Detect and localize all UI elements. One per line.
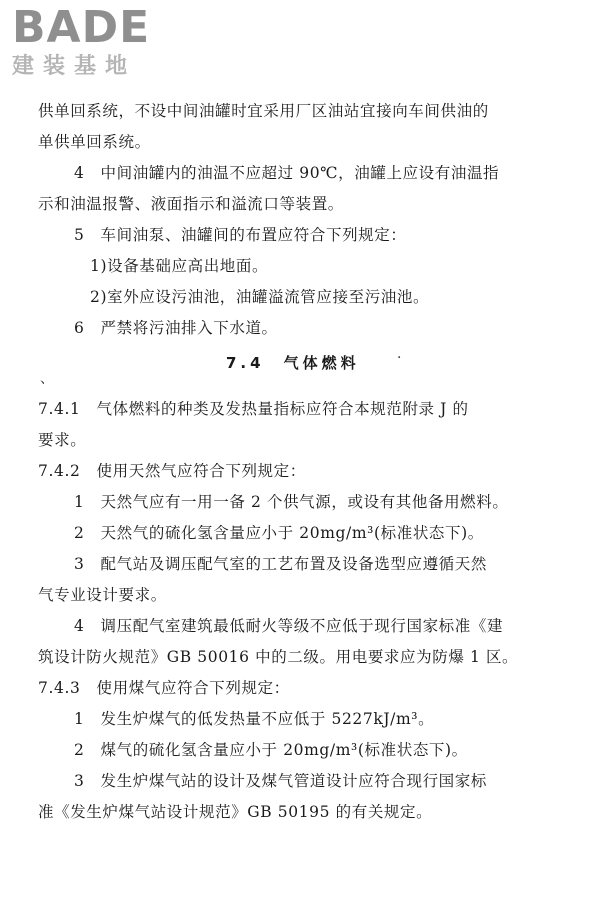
bade-logo — [12, 2, 182, 90]
clause-item: 4 中间油罐内的油温不应超过 90℃，油罐上应设有油温指 — [74, 164, 500, 182]
clause-item: 3 配气站及调压配气室的工艺布置及设备选型应遵循天然 — [74, 555, 487, 573]
stray-mark: · — [397, 350, 402, 366]
clause-heading: 7.4.2 使用天然气应符合下列规定： — [38, 462, 306, 480]
clause-item: 4 调压配气室建筑最低耐火等级不应低于现行国家标准《建 — [74, 617, 504, 635]
clause-item: 1 天然气应有一用一备 2 个供气源，或设有其他备用燃料。 — [74, 493, 509, 511]
clause-item: 3 发生炉煤气站的设计及煤气管道设计应符合现行国家标 — [74, 772, 487, 790]
clause-item: 1 发生炉煤气的低发热量不应低于 5227kJ/m³。 — [74, 710, 435, 728]
text-line: 筑设计防火规范》GB 50016 中的二级。用电要求应为防爆 1 区。 — [38, 648, 519, 666]
section-heading: 7.4 气体燃料 — [226, 354, 360, 372]
clause-item: 6 严禁将污油排入下水道。 — [74, 319, 278, 337]
stray-mark: 、 — [40, 371, 54, 387]
clause-heading: 7.4.1 气体燃料的种类及发热量指标应符合本规范附录 J 的 — [38, 400, 469, 418]
clause-item: 5 车间油泵、油罐间的布置应符合下列规定： — [74, 226, 407, 244]
text-line: 气专业设计要求。 — [38, 586, 167, 604]
text-line: 供单回系统，不设中间油罐时宜采用厂区油站宜接向车间供油的 — [38, 102, 489, 120]
text-line: 单供单回系统。 — [38, 133, 151, 151]
clause-item: 2 天然气的硫化氢含量应小于 20mg/m³(标准状态下)。 — [74, 524, 484, 542]
clause-item: 2 煤气的硫化氢含量应小于 20mg/m³(标准状态下)。 — [74, 741, 468, 759]
sub-item: 1)设备基础应高出地面。 — [90, 257, 269, 275]
clause-heading: 7.4.3 使用煤气应符合下列规定： — [38, 679, 290, 697]
logo-brand-text: BADE — [12, 2, 151, 53]
text-line: 准《发生炉煤气站设计规范》GB 50195 的有关规定。 — [38, 803, 433, 821]
text-line: 示和油温报警、液面指示和溢流口等装置。 — [38, 195, 344, 213]
logo-subtitle: 建装基地 — [12, 54, 137, 79]
text-line: 要求。 — [38, 431, 87, 449]
sub-item: 2)室外应设污油池，油罐溢流管应接至污油池。 — [90, 288, 430, 306]
